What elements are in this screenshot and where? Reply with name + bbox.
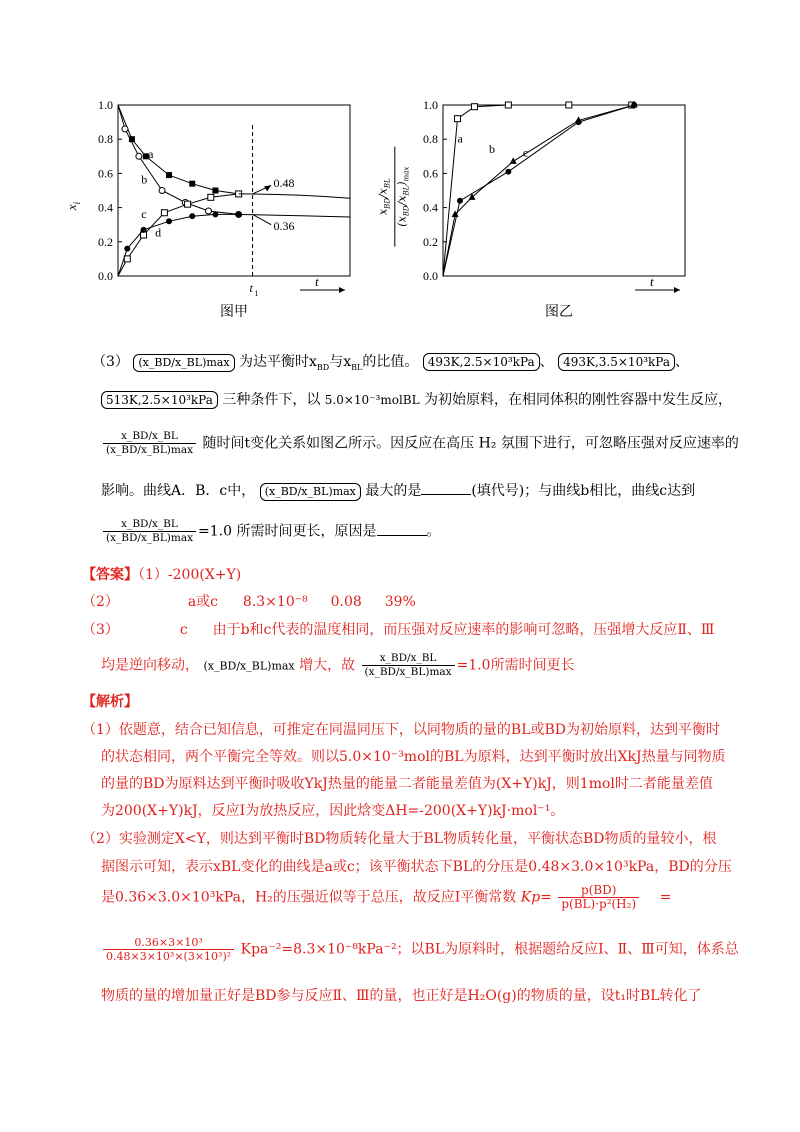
analysis-line-1: （1）依题意，结合已知信息，可推定在同温同压下，以同物质的量的BL或BD为初始原料，达到平衡时 <box>82 722 721 738</box>
q3-line-5: $\frac{x\_BD/x\_BL}{(x\_BD/x\_BL)\max}$ =1.0 所需时间更长，原因是 。 <box>101 518 441 545</box>
figure-b-caption: 图乙 <box>545 304 573 320</box>
figure-a-series-1-line <box>118 105 239 214</box>
figure-b-ytick-label: 0.0 <box>423 269 438 283</box>
analysis-line-9: 物质的量的增加量正好是BD参与反应Ⅱ、Ⅲ的量，也正好是H₂O(g)的物质的量，设t₁时BL转化了 <box>101 988 702 1004</box>
figure-a-series-3-point <box>212 211 218 217</box>
figure-b-ytick-label: 1.0 <box>423 98 438 112</box>
figure-b-xlabel: t <box>650 274 654 289</box>
answer-line-4: 均是逆向移动， (x_BD/x_BL)max 增大，故 $\frac{x\_BD/x\_BL}{(x\_BD/x\_BL)\max}$ =1.0所需时间更长 <box>101 652 575 678</box>
figure-a-ytick-label: 0.2 <box>98 234 113 249</box>
answer-line-1: 【答案】（1）-200(X+Y) <box>82 567 242 583</box>
figure-a-annot-high: 0.48 <box>273 176 295 191</box>
figure-a-series-1-point <box>205 208 211 214</box>
figure-a-xlabel: t <box>315 274 319 289</box>
figure-b-curve-label-a: a <box>457 131 463 146</box>
figure-a-curve-label-b: b <box>141 172 148 187</box>
analysis-line-4: 为200(X+Y)kJ，反应Ⅰ为放热反应，因此焓变ΔH=-200(X+Y)kJ·mol⁻¹。 <box>101 803 565 819</box>
figure-a-ytick-label: 0.6 <box>98 166 113 181</box>
condition-3: 513K,2.5×10³kPa <box>101 391 218 409</box>
q3-line-3: $\frac{x\_BD/x\_BL}{(x\_BD/x\_BL)\max}$ 随时间t变化关系如图乙所示。因反应在高压 H₂ 氛围下进行，可忽略压强对反应速率的 <box>101 430 739 457</box>
figure-a-ytick-label: 0.8 <box>98 132 113 147</box>
q3-line-2: 513K,2.5×10³kPa 三种条件下，以 5.0×10⁻³molBL 为初始原料，在相同体积的刚性容器中发生反应， <box>101 390 732 410</box>
figure-a-x-arrowhead <box>339 287 345 293</box>
figure-a-plot-frame <box>118 105 350 276</box>
figure-b-series-0-point <box>505 102 511 108</box>
figure-a-ytick-label: 0.0 <box>98 269 113 283</box>
answer-blank-1 <box>421 480 471 495</box>
figure-b-ytick-label: 0.2 <box>423 234 438 249</box>
figure-a-series-2-point <box>185 201 191 207</box>
figure-a-series-3-point <box>166 218 172 224</box>
figure-b-series-2-point <box>510 157 517 164</box>
figure-a <box>60 88 380 323</box>
figure-b-series-0-point <box>471 104 477 110</box>
answer-blank-2 <box>377 521 427 536</box>
figure-a-ylabel: $x_i$ <box>64 201 82 211</box>
q3-line-1: （3） (x_BD/x_BL)max 为达平衡时$x_{BD}$与$x_{BL}$的比值。 493K,2.5×10³kPa 、 493K,3.5×10³kPa 、 <box>92 354 689 372</box>
figure-a-series-3-point <box>124 246 130 252</box>
analysis-line-3: 的量的BD为原料达到平衡时吸收YkJ热量的能量二者能量差值为(X+Y)kJ，则1mol时二者能量差值 <box>101 776 713 792</box>
figure-a-series-2-line <box>118 194 239 276</box>
analysis-line-6: 据图示可知，表示xBL变化的曲线是a或c；该平衡状态下BL的分压是0.48×3.0×10³kPa，BD的分压 <box>101 859 732 875</box>
analysis-title: 【解析】 <box>82 694 138 710</box>
figure-a-series-2-point <box>124 256 130 262</box>
figure-b-ylabel: $x_{BD}/x_{BL}$ $(x_{BD}/x_{BL})_{max}$ <box>365 160 425 220</box>
figure-a-curve-label-a: a <box>148 147 154 162</box>
figure-a-annot-low: 0.36 <box>273 218 295 233</box>
q3-line-4: 影响。曲线A．B．c中， (x_BD/x_BL)max 最大的是 (填代号)；与曲线b相比，曲线c达到 <box>101 480 695 501</box>
analysis-line-7: 是0.36×3.0×10³kPa，H₂的压强近似等于总压，故反应Ⅰ平衡常数 Kp= $\frac{p(BD)}{\text{p(BL)·p²(H₂)}}$ = <box>101 883 672 911</box>
analysis-line-8: $\frac{\text{0.36×3×10³}}{\text{0.48×3×10³×(3×10³)²}}$ Kpa⁻²=8.3×10⁻⁸kPa⁻²；以BL为原料时，根据题给反应Ⅰ、Ⅱ、Ⅲ可知，体系总 <box>101 936 739 963</box>
figure-a-series-1-point <box>136 153 142 159</box>
figure-b-ytick-label: 0.4 <box>423 200 438 215</box>
figure-a-series-1-point <box>159 188 165 194</box>
figure-a-plot <box>98 98 350 298</box>
figure-a-series-1-point <box>122 126 128 132</box>
figure-a-series-0-point <box>166 172 172 178</box>
analysis-line-2: 的状态相同，两个平衡完全等效。则以5.0×10⁻³mol的BL为原料，达到平衡时放出XkJ热量与同物质 <box>101 749 726 765</box>
condition-1: 493K,2.5×10³kPa <box>423 353 540 371</box>
analysis-line-5: （2）实验测定X<Y，则达到平衡时BD物质转化量大于BL物质转化量，平衡状态BD物质的量较小，根 <box>82 831 717 847</box>
figure-b-series-2-point <box>469 193 476 200</box>
figure-a-series-2-point <box>161 210 167 216</box>
figure-b-curve-label-c: c <box>522 145 529 160</box>
figure-b-ytick-label: 0.6 <box>423 166 438 181</box>
condition-2: 493K,3.5×10³kPa <box>558 353 675 371</box>
figure-b-plot <box>423 98 685 293</box>
figure-a-series-2-point <box>208 194 214 200</box>
figure-a-t1-sub: 1 <box>254 289 259 298</box>
figure-b-series-2-line <box>443 105 685 276</box>
figure-a-annot-low-arrow <box>253 214 272 224</box>
figure-b-curve-label-b: b <box>488 141 495 156</box>
answer-line-3: （3） c 由于b和c代表的温度相同，而压强对反应速率的影响可忽略，压强增大反应Ⅱ、Ⅲ <box>82 622 715 638</box>
figure-a-caption: 图甲 <box>220 304 248 320</box>
figure-a-ytick-label: 1.0 <box>98 98 113 112</box>
figure-a-series-0-point <box>212 188 218 194</box>
figure-a-tail-high <box>239 194 350 198</box>
figure-b-series-1-point <box>505 169 511 175</box>
figure-a-series-0-line <box>118 105 239 194</box>
figure-b-series-0-point <box>455 116 461 122</box>
figure-b-ytick-label: 0.8 <box>423 132 438 147</box>
figure-a-curve-label-c: c <box>141 206 147 221</box>
figure-a-t1-label: t <box>249 281 253 295</box>
figure-b-x-arrowhead <box>674 287 680 293</box>
figure-a-curve-label-d: d <box>155 225 162 240</box>
answer-title: 【答案】 <box>82 567 138 583</box>
figure-b-series-0-point <box>566 102 572 108</box>
figure-a-series-0-point <box>189 181 195 187</box>
figure-a-ytick-label: 0.4 <box>98 200 113 215</box>
answer-line-2: （2） a或c 8.3×10⁻⁸ 0.08 39% <box>82 594 416 610</box>
figure-a-series-3-point <box>189 213 195 219</box>
figure-a-series-3-point <box>141 227 147 233</box>
figure-b-series-1-point <box>457 198 463 204</box>
